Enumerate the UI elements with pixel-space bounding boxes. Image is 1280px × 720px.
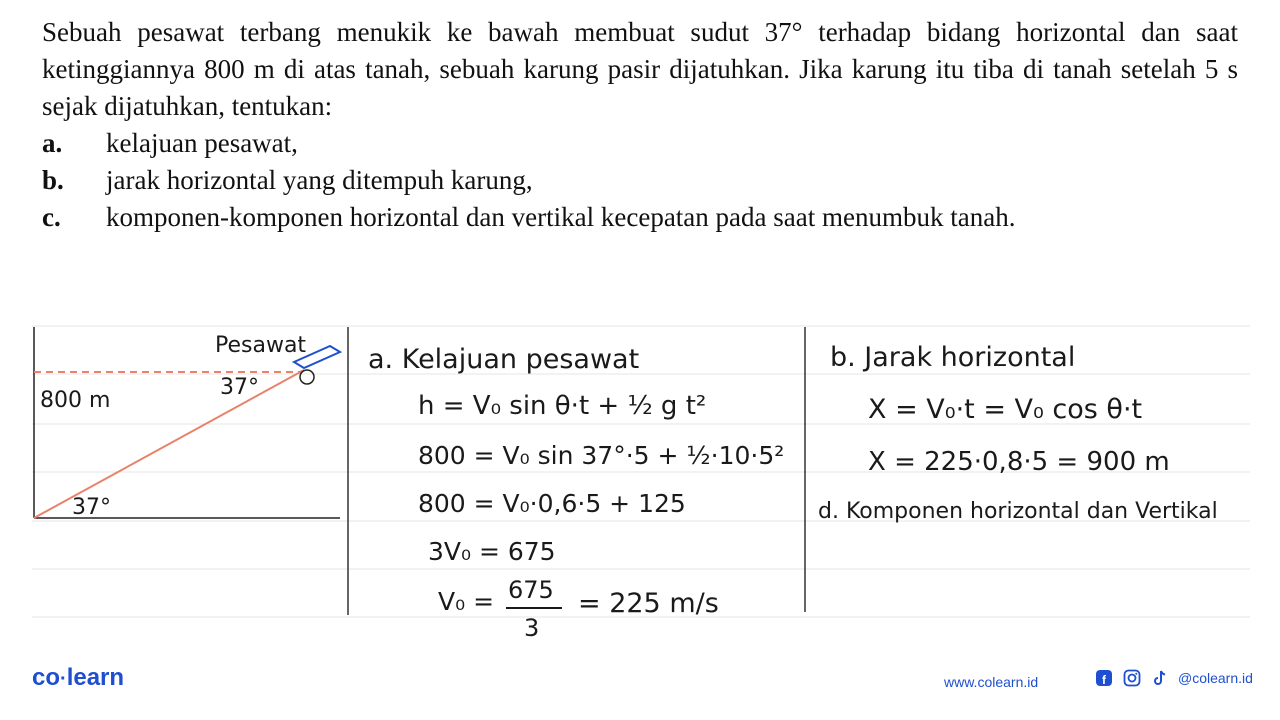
angle-label-top: 37° (220, 375, 259, 400)
work-a-line5-lhs: V₀ = (438, 587, 495, 616)
work-a-fraction-denominator: 3 (524, 614, 540, 642)
svg-text:f: f (1102, 673, 1106, 687)
work-b-title: b. Jarak horizontal (830, 342, 1076, 373)
work-b-line2: X = 225·0,8·5 = 900 m (868, 447, 1170, 477)
work-a-line3: 800 = V₀·0,6·5 + 125 (418, 489, 686, 518)
angle-label-bottom: 37° (72, 495, 111, 520)
work-a-title: a. Kelajuan pesawat (368, 344, 640, 375)
item-label: a. (42, 128, 63, 158)
work-a-result: = 225 m/s (578, 588, 719, 619)
work-a-line4: 3V₀ = 675 (428, 537, 556, 566)
work-a-line2: 800 = V₀ sin 37°·5 + ½·10·5² (418, 441, 785, 470)
social-links (1094, 668, 1253, 688)
problem-intro: Sebuah pesawat terbang menukik ke bawah membuat sudut 37° terhadap bidang horizontal dan saat ketinggiannya 800 m di atas tanah, sebuah karung pasir dijatuhkan. Jika karung itu tiba di tanah setelah 5 s sejak dijatuhkan, tentukan: (42, 17, 1238, 121)
item-label: b. (42, 165, 64, 195)
tiktok-icon[interactable] (1150, 668, 1170, 688)
logo-co: co (32, 664, 61, 691)
logo-dot: · (60, 668, 67, 690)
solution-a (368, 344, 784, 642)
height-label: 800 m (40, 388, 111, 413)
item-text: kelajuan pesawat, (106, 128, 298, 158)
solution-b (818, 342, 1218, 524)
work-a-line1: h = V₀ sin θ·t + ½ g t² (418, 391, 707, 421)
work-a-fraction-numerator: 675 (508, 576, 554, 604)
item-label: c. (42, 202, 61, 232)
colearn-logo[interactable] (32, 664, 124, 692)
website-link[interactable]: www.colearn.id (944, 674, 1039, 690)
work-b-line1: X = V₀·t = V₀ cos θ·t (868, 394, 1143, 425)
facebook-icon[interactable] (1094, 668, 1114, 688)
item-text: komponen-komponen horizontal dan vertikal kecepatan pada saat menumbuk tanah. (106, 202, 1016, 232)
instagram-icon[interactable] (1122, 668, 1142, 688)
logo-learn: learn (66, 664, 125, 691)
social-handle[interactable]: @colearn.id (1178, 670, 1253, 686)
plane-label: Pesawat (215, 333, 307, 358)
sandbag-icon (300, 370, 314, 384)
work-d-heading: d. Komponen horizontal dan Vertikal (818, 499, 1218, 524)
item-text: jarak horizontal yang ditempuh karung, (106, 165, 533, 195)
